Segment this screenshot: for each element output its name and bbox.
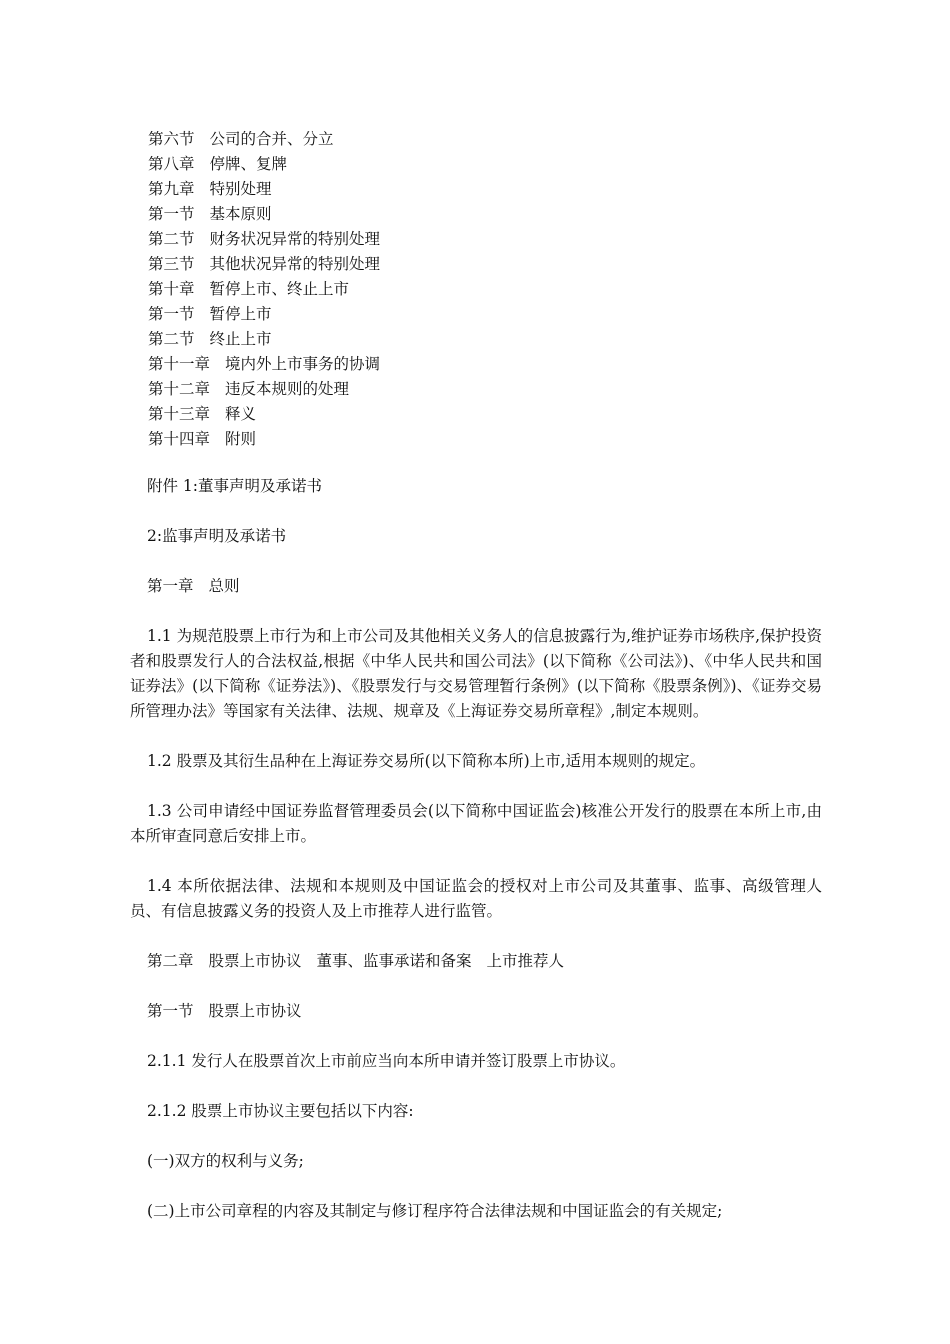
toc-entry-title: 基本原则 bbox=[209, 205, 272, 223]
chapter-1-number: 第一章 bbox=[147, 577, 194, 595]
toc-entry-number: 第一节 bbox=[148, 205, 195, 223]
article-1-4: 1.4 本所依据法律、法规和本规则及中国证监会的授权对上市公司及其董事、监事、高级管理人员、有信息披露义务的投资人及上市推荐人进行监管。 bbox=[130, 877, 822, 920]
chapter-2-title-b: 董事、监事承诺和备案 bbox=[316, 952, 472, 970]
chapter-1-heading bbox=[130, 574, 822, 599]
article-2-1-2: 2.1.2 股票上市协议主要包括以下内容: bbox=[147, 1102, 414, 1120]
article-1-2: 1.2 股票及其衍生品种在上海证券交易所(以下简称本所)上市,适用本规则的规定。 bbox=[147, 752, 706, 770]
list-item-1: (一)双方的权利与义务; bbox=[147, 1152, 304, 1170]
article-1-3: 1.3 公司申请经中国证券监督管理委员会(以下简称中国证监会)核准公开发行的股票在本所上市,由本所审查同意后安排上市。 bbox=[130, 802, 822, 845]
toc-entry bbox=[148, 352, 828, 377]
toc-entry bbox=[148, 252, 828, 277]
section-1-title: 股票上市协议 bbox=[208, 1002, 302, 1020]
toc-entry-title: 终止上市 bbox=[209, 330, 272, 348]
toc-entry-title: 财务状况异常的特别处理 bbox=[209, 230, 381, 248]
toc-entry-number: 第八章 bbox=[148, 155, 195, 173]
toc-entry bbox=[148, 302, 828, 327]
toc-entry-title: 其他状况异常的特别处理 bbox=[209, 255, 381, 273]
toc-entry bbox=[148, 427, 828, 452]
chapter-1-title: 总则 bbox=[208, 577, 240, 595]
toc-entry-title: 暂停上市 bbox=[209, 305, 272, 323]
toc-entry bbox=[148, 202, 828, 227]
toc-entry-number: 第一节 bbox=[148, 305, 195, 323]
toc-entry-title: 暂停上市、终止上市 bbox=[209, 280, 350, 298]
toc-entry-title: 境内外上市事务的协调 bbox=[225, 355, 381, 373]
toc-entry-number: 第十四章 bbox=[148, 430, 211, 448]
toc-entry-number: 第十一章 bbox=[148, 355, 211, 373]
toc-entry bbox=[148, 402, 828, 427]
toc-entry-title: 停牌、复牌 bbox=[209, 155, 288, 173]
section-1-heading bbox=[130, 999, 822, 1024]
toc-entry bbox=[148, 127, 828, 152]
document-body bbox=[130, 474, 822, 1249]
toc-entry-number: 第十二章 bbox=[148, 380, 211, 398]
toc-entry-number: 第九章 bbox=[148, 180, 195, 198]
chapter-2-title-c: 上市推荐人 bbox=[486, 952, 565, 970]
table-of-contents bbox=[148, 127, 828, 452]
toc-entry-title: 特别处理 bbox=[209, 180, 272, 198]
article-2-1-1: 2.1.1 发行人在股票首次上市前应当向本所申请并签订股票上市协议。 bbox=[147, 1052, 626, 1070]
chapter-2-heading bbox=[130, 949, 822, 974]
chapter-2-number: 第二章 bbox=[147, 952, 194, 970]
toc-entry bbox=[148, 377, 828, 402]
toc-entry bbox=[148, 327, 828, 352]
toc-entry-number: 第三节 bbox=[148, 255, 195, 273]
toc-entry bbox=[148, 177, 828, 202]
chapter-2-title-a: 股票上市协议 bbox=[208, 952, 302, 970]
list-item-2: (二)上市公司章程的内容及其制定与修订程序符合法律法规和中国证监会的有关规定; bbox=[147, 1202, 723, 1220]
toc-entry-number: 第十三章 bbox=[148, 405, 211, 423]
attachment-2: 2:监事声明及承诺书 bbox=[147, 527, 287, 545]
toc-entry-title: 违反本规则的处理 bbox=[225, 380, 350, 398]
toc-entry-title: 释义 bbox=[225, 405, 257, 423]
toc-entry-number: 第十章 bbox=[148, 280, 195, 298]
toc-entry bbox=[148, 277, 828, 302]
section-1-number: 第一节 bbox=[147, 1002, 194, 1020]
toc-entry-title: 附则 bbox=[225, 430, 257, 448]
toc-entry-number: 第二节 bbox=[148, 230, 195, 248]
toc-entry-title: 公司的合并、分立 bbox=[209, 130, 334, 148]
toc-entry bbox=[148, 227, 828, 252]
article-1-1: 1.1 为规范股票上市行为和上市公司及其他相关义务人的信息披露行为,维护证券市场秩序,保护投资者和股票发行人的合法权益,根据《中华人民共和国公司法》(以下简称《公司法》)、《中华人民共和国证券法》(以下简称《证券法》)、《股票发行与交易管理暂行条例》(以下简称《股票条例》)、《证券交易所管理办法》等国家有关法律、法规、规章及《上海证券交易所章程》,制定本规则。 bbox=[130, 627, 822, 720]
attachment-1: 附件 1:董事声明及承诺书 bbox=[147, 477, 323, 495]
toc-entry bbox=[148, 152, 828, 177]
toc-entry-number: 第二节 bbox=[148, 330, 195, 348]
toc-entry-number: 第六节 bbox=[148, 130, 195, 148]
